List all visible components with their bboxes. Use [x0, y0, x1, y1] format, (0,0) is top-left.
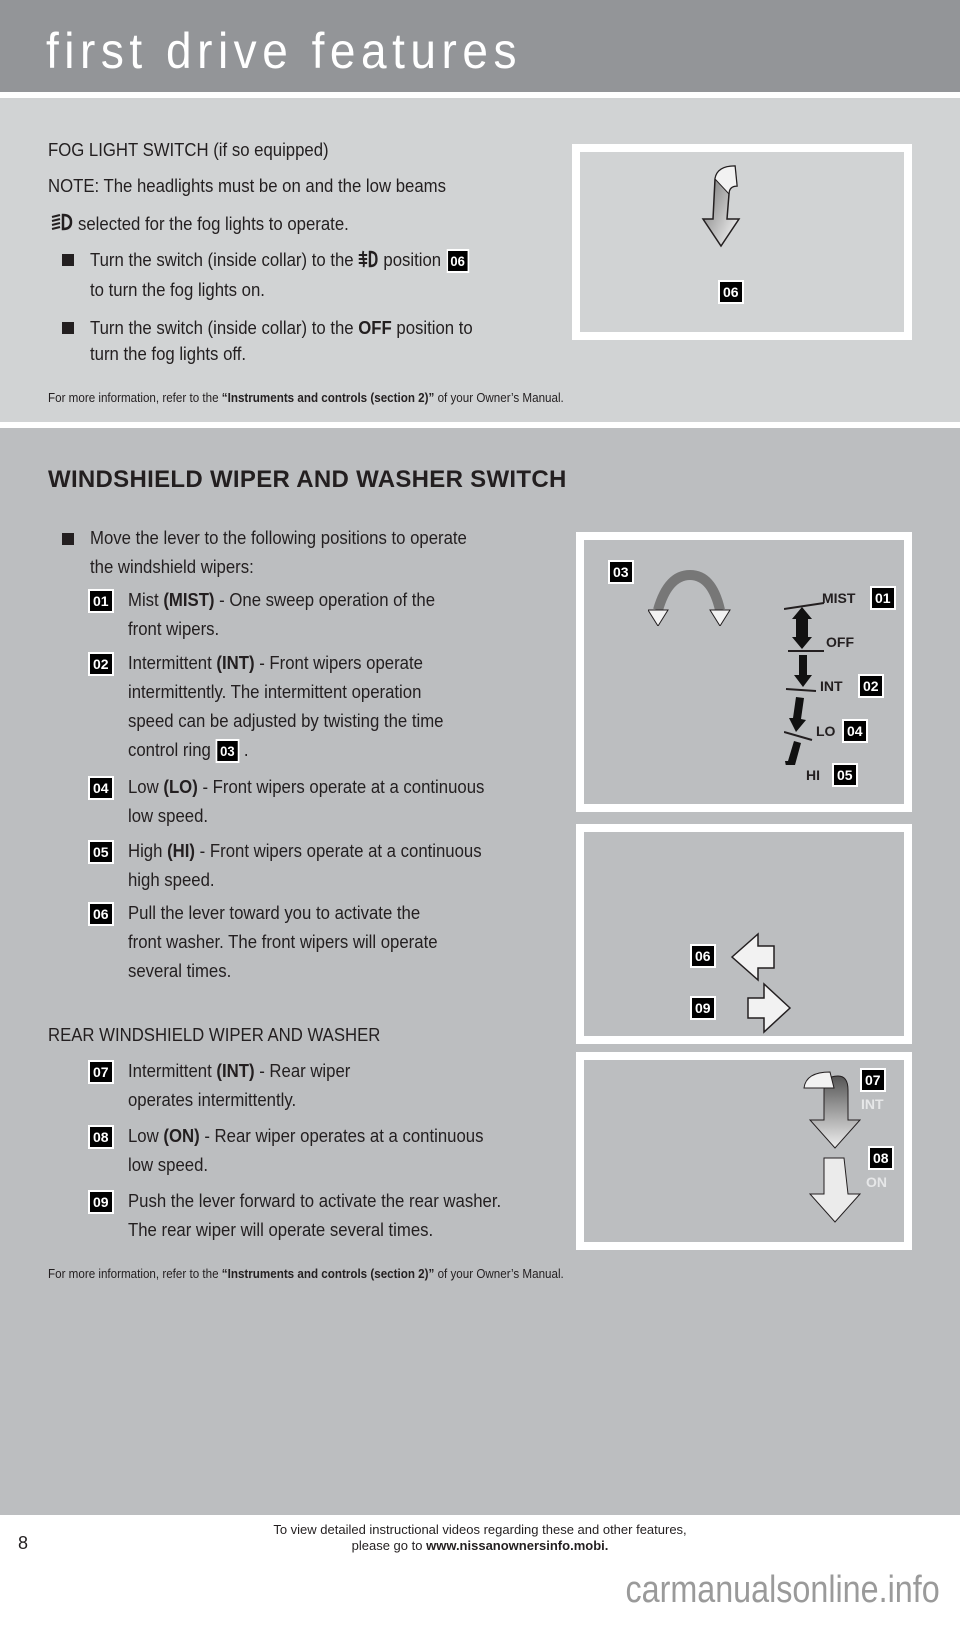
callout-badge: 05: [88, 840, 114, 864]
position-label: MIST: [822, 590, 856, 606]
item-text: control ring 03 .: [128, 736, 249, 764]
callout-badge: 09: [690, 996, 716, 1020]
item-text: Pull the lever toward you to activate the: [128, 903, 421, 923]
position-label: INT: [820, 678, 843, 694]
item-text: low speed.: [128, 806, 209, 826]
callout-badge: 04: [88, 776, 114, 800]
wiper-footnote: For more information, refer to the “Instruments and controls (section 2)” of your Owner’s Manual.: [48, 1267, 564, 1281]
rear-wiper-diagram: [576, 1052, 912, 1250]
item-text: high speed.: [128, 870, 215, 890]
position-label: OFF: [826, 634, 854, 650]
item-text: Push the lever forward to activate the rear washer.: [128, 1191, 502, 1211]
callout-badge: 02: [88, 652, 114, 676]
website-link[interactable]: www.nissanownersinfo.mobi.: [426, 1538, 609, 1553]
position-label: HI: [806, 767, 820, 783]
bullet-icon: [62, 322, 74, 334]
callout-badge: 07: [860, 1068, 886, 1092]
fog-note: NOTE: The headlights must be on and the low beams: [48, 176, 446, 196]
callout-badge: 03: [215, 739, 239, 763]
callout-badge: 09: [88, 1190, 114, 1214]
callout-badge: 08: [88, 1125, 114, 1149]
rear-on-arrow-icon: [802, 1156, 862, 1226]
fog-bullet-off: Turn the switch (inside collar) to the OFF position to: [90, 318, 473, 338]
page-title: first drive features: [46, 23, 522, 79]
callout-badge: 01: [88, 589, 114, 613]
item-text: front washer. The front wipers will operate: [128, 932, 438, 952]
callout-badge: 07: [88, 1060, 114, 1084]
pull-arrow-icon: [730, 932, 778, 982]
callout-badge: 03: [608, 560, 634, 584]
item-text: front wipers.: [128, 619, 220, 639]
item-text: speed can be adjusted by twisting the time: [128, 711, 444, 731]
rotate-down-arrow-icon: [695, 164, 755, 254]
callout-badge: 02: [858, 674, 884, 698]
callout-badge: 04: [842, 719, 868, 743]
item-text: Intermittent (INT) - Front wipers operate: [128, 653, 423, 673]
fog-heading: FOG LIGHT SWITCH (if so equipped): [48, 140, 329, 160]
low-beam-icon: [50, 212, 74, 232]
callout-badge: 05: [832, 763, 858, 787]
callout-badge: 06: [690, 944, 716, 968]
footer-note: [0, 1522, 960, 1554]
watermark: carmanualsonline.info: [625, 1569, 940, 1611]
wiper-intro: Move the lever to the following positions to operate: [90, 528, 467, 548]
item-text: intermittently. The intermittent operation: [128, 682, 422, 702]
twist-ring-arrow-icon: [648, 570, 732, 626]
washer-diagram: [576, 824, 912, 1044]
fog-bullet-off-cont: turn the fog lights off.: [90, 344, 247, 364]
fog-switch-diagram: [572, 144, 912, 340]
fog-footnote: For more information, refer to the “Instruments and controls (section 2)” of your Owner’s Manual.: [48, 391, 564, 405]
int-label: INT: [861, 1096, 884, 1112]
rear-int-arrow-icon: [802, 1070, 864, 1152]
footer-line: please go to www.nissanownersinfo.mobi.: [351, 1538, 609, 1553]
callout-badge: 01: [870, 586, 896, 610]
item-text: Low (LO) - Front wipers operate at a continuous: [128, 777, 485, 797]
item-text: Intermittent (INT) - Rear wiper: [128, 1061, 351, 1081]
item-text: several times.: [128, 961, 232, 981]
item-text: Mist (MIST) - One sweep operation of the: [128, 590, 436, 610]
on-label: ON: [866, 1174, 887, 1190]
page-header: [0, 0, 960, 92]
item-text: The rear wiper will operate several times.: [128, 1220, 434, 1240]
fog-note-cont: selected for the fog lights to operate.: [78, 214, 349, 234]
item-text: High (HI) - Front wipers operate at a continuous: [128, 841, 482, 861]
push-arrow-icon: [744, 982, 792, 1034]
fog-bullet-on: Turn the switch (inside collar) to the position 06: [90, 246, 470, 274]
item-text: operates intermittently.: [128, 1090, 297, 1110]
front-wiper-diagram: [576, 532, 912, 812]
callout-badge: 06: [446, 249, 470, 273]
wiper-intro-cont: the windshield wipers:: [90, 557, 254, 577]
fog-light-icon: [358, 250, 378, 268]
footer-line: To view detailed instructional videos regarding these and other features,: [273, 1522, 687, 1537]
wiper-heading: WINDSHIELD WIPER AND WASHER SWITCH: [48, 466, 567, 493]
bullet-icon: [62, 254, 74, 266]
fog-bullet-on-cont: to turn the fog lights on.: [90, 280, 265, 300]
item-text: low speed.: [128, 1155, 209, 1175]
item-text: Low (ON) - Rear wiper operates at a continuous: [128, 1126, 484, 1146]
rear-heading: REAR WINDSHIELD WIPER AND WASHER: [48, 1025, 381, 1045]
callout-badge: 06: [718, 280, 744, 304]
callout-badge: 06: [88, 902, 114, 926]
bullet-icon: [62, 533, 74, 545]
page-number: 8: [18, 1533, 29, 1553]
callout-badge: 08: [868, 1146, 894, 1170]
position-label: LO: [816, 723, 836, 739]
